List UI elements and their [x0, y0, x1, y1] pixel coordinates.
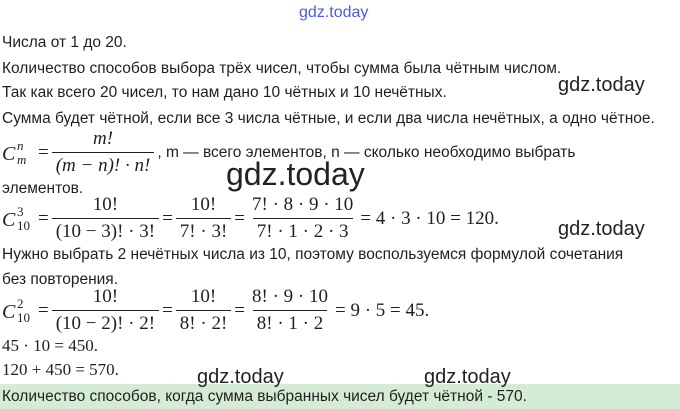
line-condition: Сумма будет чётной, если все 3 числа чётные, и если два числа нечётных, а одно чётное. [2, 110, 655, 127]
fraction: $\frac{10!}{7! \cdot 3!}$ [176, 194, 231, 243]
line-select-odd: Нужно выбрать 2 нечётных числа из 10, поэтому воспользуемся формулой сочетания [2, 246, 624, 263]
line-product: 45 · 10 = 450. [2, 336, 98, 355]
fraction: $\frac{8! \cdot 9 \cdot 10}{8! \cdot 1 \cdot 2}$ [252, 286, 328, 334]
watermark-bottom-left: gdz.today [197, 366, 284, 388]
line-task: Количество способов выбора трёх чисел, чтобы сумма была чётным числом. [2, 60, 562, 77]
watermark-middle: gdz.today [226, 156, 365, 192]
watermark-right-2: gdz.today [558, 218, 645, 240]
line-sum: 120 + 450 = 570. [2, 360, 119, 379]
result: = 4 · 3 · 10 = 120. [360, 207, 499, 229]
fraction: $\frac{10!}{(10 - 2)! \cdot 2!}$ [52, 286, 159, 335]
formula-odd-two: C 2 10 = $\frac{10!}{(10 - 2)! \cdot 2!}$ = $\frac{10!}{8! \cdot 2!}$ = $\frac{8! \cdot 9 \cdot 10}{8! \cdot 1 \cdot 2}$ = 9 · 5 = 45. [2, 286, 430, 334]
combination-symbol: C 2 10 [2, 295, 30, 325]
watermark-right-1: gdz.today [558, 74, 645, 96]
line-count: Так как всего 20 чисел, то нам дано 10 чётных и 10 нечётных. [2, 84, 447, 101]
line-no-repeat: без повторения. [2, 271, 119, 288]
combination-symbol: C 3 10 [2, 203, 30, 233]
formula-even-three: C 3 10 = $\frac{10!}{(10 - 3)! \cdot 3!}$ = $\frac{10!}{7! \cdot 3!}$ = $\frac{7! \cdot 8 \cdot 9 \cdot 10}{7! \cdot 1 \cdot 2 \cdot 3}$ = 4 · 3 · 10 = 120. [2, 194, 499, 242]
formula-description: , m — всего элементов, n — сколько необходимо выбрать [157, 143, 576, 161]
combination-symbol: C n m [2, 137, 27, 167]
watermark-bottom-right: gdz.today [424, 366, 511, 388]
fraction: $\frac{10!}{8! \cdot 2!}$ [176, 286, 231, 335]
fraction: $\frac{10!}{(10 - 3)! \cdot 3!}$ [52, 194, 159, 243]
line-range: Числа от 1 до 20. [2, 34, 127, 51]
line-elements: элементов. [2, 180, 84, 197]
watermark-top: gdz.today [299, 4, 369, 21]
result: = 9 · 5 = 45. [334, 299, 430, 321]
fraction: $\frac{7! \cdot 8 \cdot 9 \cdot 10}{7! \cdot 1 \cdot 2 \cdot 3}$ [252, 194, 354, 242]
fraction: $\frac{m!}{(m - n)! \cdot n!}$ [52, 128, 155, 177]
final-answer: Количество способов, когда сумма выбранных чисел будет чётной - 570. [2, 388, 527, 405]
formula-combination: C n m = $\frac{m!}{(m - n)! \cdot n!}$ , m — всего элементов, n — сколько необходимо выбрать [2, 128, 576, 176]
